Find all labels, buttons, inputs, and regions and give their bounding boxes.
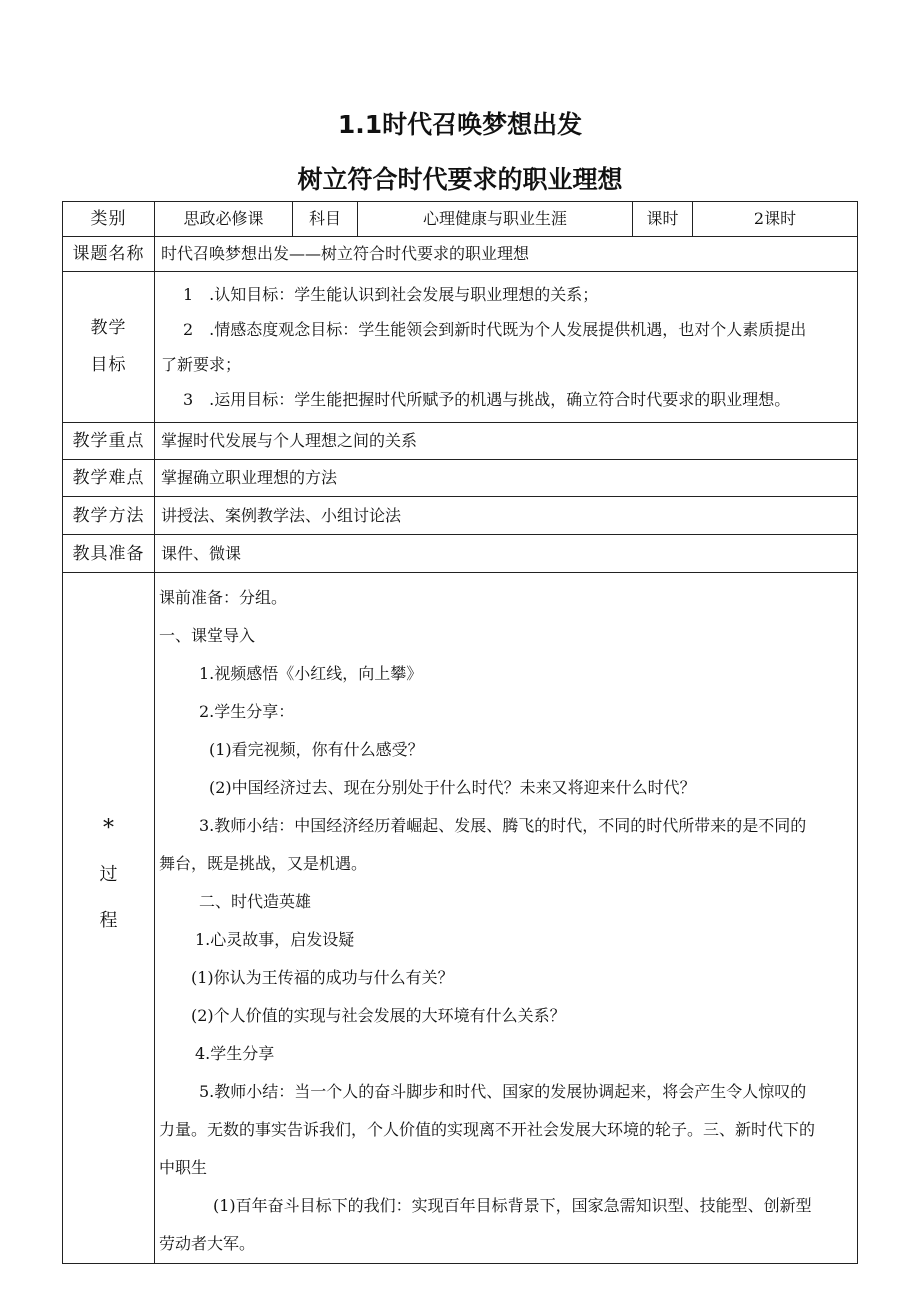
process-line: 3.教师小结：中国经济经历着崛起、发展、腾飞的时代，不同的时代所带来的是不同的 bbox=[199, 816, 807, 835]
hours-value: 2课时 bbox=[693, 202, 858, 237]
objectives-content bbox=[155, 272, 858, 423]
process-line: 2.学生分享： bbox=[199, 702, 295, 721]
topic-value: 时代召唤梦想出发——树立符合时代要求的职业理想 bbox=[155, 237, 858, 272]
objective-item: 1 .认知目标：学生能认识到社会发展与职业理想的关系； bbox=[183, 285, 599, 304]
process-line: 课前准备：分组。 bbox=[159, 588, 288, 607]
process-star: * bbox=[103, 816, 114, 841]
methods-row bbox=[63, 497, 858, 535]
process-line: 5.教师小结：当一个人的奋斗脚步和时代、国家的发展协调起来，将会产生令人惊叹的 bbox=[199, 1082, 807, 1101]
header-row bbox=[63, 202, 858, 237]
materials-value: 课件、微课 bbox=[155, 535, 858, 573]
key-points-value: 掌握时代发展与个人理想之间的关系 bbox=[155, 423, 858, 460]
topic-row bbox=[63, 237, 858, 272]
lesson-plan-table bbox=[62, 201, 858, 1264]
objectives-row bbox=[63, 272, 858, 423]
subject-label: 科目 bbox=[293, 202, 358, 237]
process-row bbox=[63, 573, 858, 1264]
objective-item-continued: 了新要求； bbox=[161, 355, 242, 374]
materials-row bbox=[63, 535, 858, 573]
process-line: 1.视频感悟《小红线，向上攀》 bbox=[199, 664, 423, 683]
category-value: 思政必修课 bbox=[155, 202, 293, 237]
process-line: 二、时代造英雄 bbox=[199, 892, 312, 911]
process-line: 中职生 bbox=[159, 1158, 208, 1177]
objectives-label bbox=[63, 272, 155, 423]
topic-label: 课题名称 bbox=[63, 237, 155, 272]
process-line: (1)百年奋斗目标下的我们：实现百年目标背景下，国家急需知识型、技能型、创新型 bbox=[213, 1196, 812, 1215]
process-line: 1.心灵故事，启发设疑 bbox=[195, 930, 355, 949]
process-line: (1)看完视频，你有什么感受？ bbox=[209, 740, 424, 759]
subject-value: 心理健康与职业生涯 bbox=[358, 202, 633, 237]
process-line: (1)你认为王传福的成功与什么有关？ bbox=[191, 968, 454, 987]
process-label bbox=[63, 573, 155, 1264]
document-title: 1.1时代召唤梦想出发 bbox=[337, 110, 583, 139]
process-line: 力量。无数的事实告诉我们，个人价值的实现离不开社会发展大环境的轮子。三、新时代下的 bbox=[159, 1120, 816, 1139]
key-points-row bbox=[63, 423, 858, 460]
category-label: 类别 bbox=[63, 202, 155, 237]
objectives-label-line1: 教学 bbox=[90, 318, 127, 338]
difficulties-label: 教学难点 bbox=[63, 460, 155, 497]
process-line: 4.学生分享 bbox=[195, 1044, 275, 1063]
process-line: 劳动者大军。 bbox=[159, 1234, 256, 1253]
methods-label: 教学方法 bbox=[63, 497, 155, 535]
process-label-line1: 过 bbox=[99, 864, 118, 885]
key-points-label: 教学重点 bbox=[63, 423, 155, 460]
process-label-line2: 程 bbox=[99, 910, 118, 931]
document-subtitle: 树立符合时代要求的职业理想 bbox=[297, 165, 623, 194]
objective-item: 3 .运用目标：学生能把握时代所赋予的机遇与挑战，确立符合时代要求的职业理想。 bbox=[183, 390, 791, 409]
process-line: (2)个人价值的实现与社会发展的大环境有什么关系？ bbox=[191, 1006, 566, 1025]
process-line: 舞台，既是挑战，又是机遇。 bbox=[159, 854, 368, 873]
difficulties-value: 掌握确立职业理想的方法 bbox=[155, 460, 858, 497]
difficulties-row bbox=[63, 460, 858, 497]
process-content bbox=[155, 573, 858, 1264]
objective-item: 2 .情感态度观念目标：学生能领会到新时代既为个人发展提供机遇，也对个人素质提出 bbox=[183, 320, 807, 339]
materials-label: 教具准备 bbox=[63, 535, 155, 573]
methods-value: 讲授法、案例教学法、小组讨论法 bbox=[155, 497, 858, 535]
process-line: (2)中国经济过去、现在分别处于什么时代？未来又将迎来什么时代？ bbox=[209, 778, 696, 797]
objectives-label-line2: 目标 bbox=[90, 355, 127, 375]
process-line: 一、课堂导入 bbox=[159, 626, 256, 645]
hours-label: 课时 bbox=[633, 202, 693, 237]
